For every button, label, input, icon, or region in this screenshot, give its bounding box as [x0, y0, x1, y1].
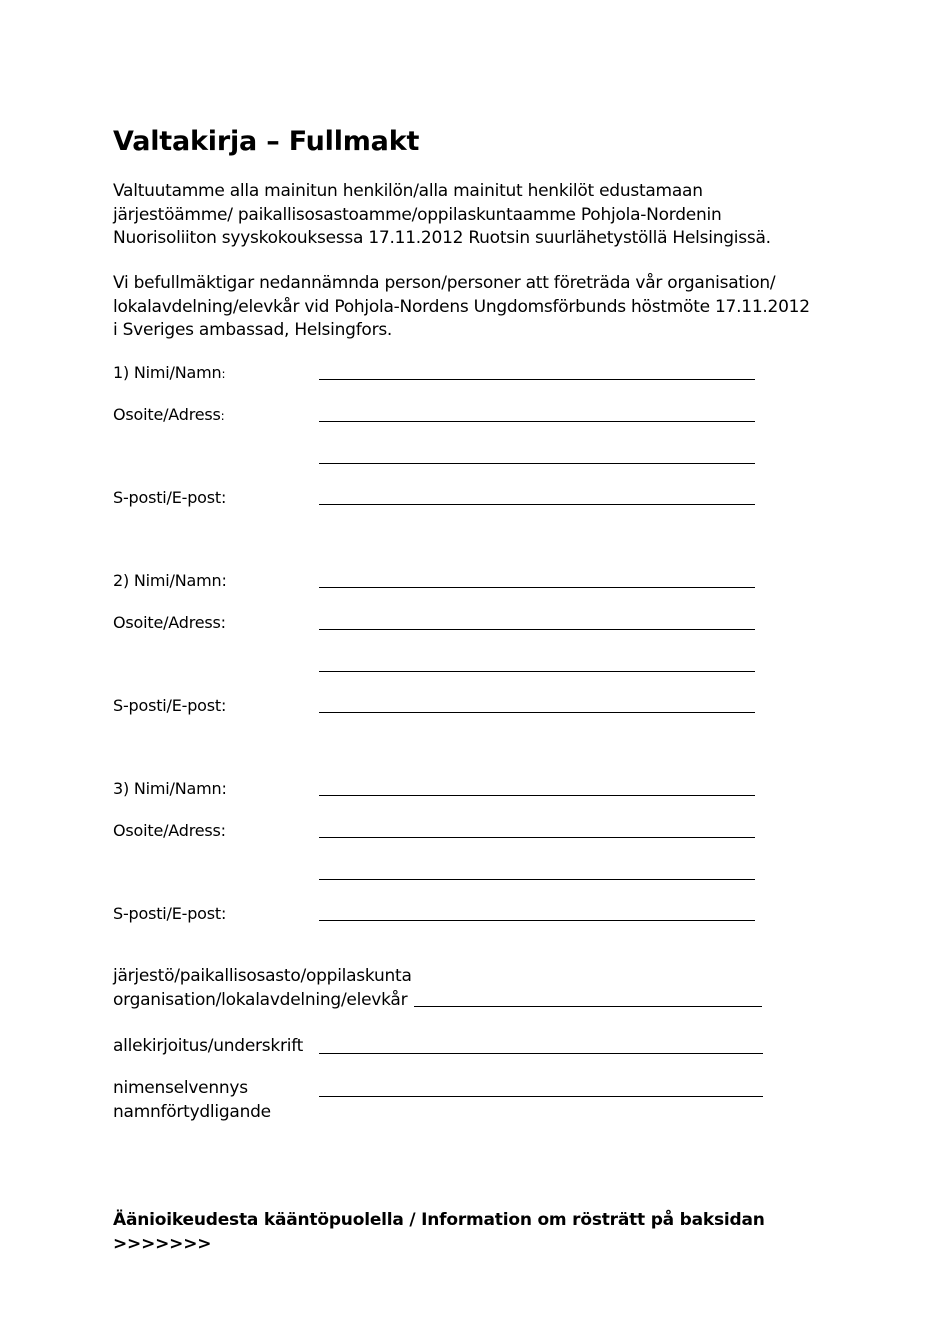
- delegate-2-name-field[interactable]: [319, 587, 755, 588]
- name-label-text: 3) Nimi/Namn:: [113, 779, 227, 798]
- delegate-3-address-field-2[interactable]: [319, 879, 755, 880]
- address-label-text: Osoite/Adress: [113, 405, 221, 424]
- intro-swedish-line: i Sveriges ambassad, Helsingfors.: [113, 320, 393, 340]
- voting-rights-arrows: >>>>>>>: [113, 1233, 212, 1254]
- intro-swedish-line: lokalavdelning/elevkår vid Pohjola-Nordens Ungdomsförbunds höstmöte 17.11.2012: [113, 296, 810, 317]
- delegate-3-email-field[interactable]: [319, 920, 755, 921]
- organisation-label: [113, 965, 412, 1012]
- delegate-3-email-label: S-posti/E-post:: [113, 904, 227, 923]
- organisation-label-line: järjestö/paikallisosasto/oppilaskunta: [113, 966, 412, 986]
- intro-swedish-line: Vi befullmäktigar nedannämnda person/personer att företräda vår organisation/: [113, 273, 776, 293]
- delegate-2-email-label: S-posti/E-post:: [113, 696, 227, 715]
- intro-finnish-line: Valtuutamme alla mainitun henkilön/alla mainitut henkilöt edustamaan: [113, 181, 703, 201]
- intro-finnish-line: järjestöämme/ paikallisosastoamme/oppilaskuntaamme Pohjola-Nordenin: [113, 204, 722, 225]
- delegate-1-email-label: S-posti/E-post:: [113, 488, 227, 507]
- delegate-1-address-field[interactable]: [319, 421, 755, 422]
- delegate-2-name-label: [113, 570, 227, 593]
- address-label-text: Osoite/Adress:: [113, 613, 226, 632]
- delegate-1-email-field[interactable]: [319, 504, 755, 505]
- name-clarification-line: namnförtydligande: [113, 1101, 271, 1122]
- delegate-3-address-label: [113, 820, 226, 843]
- intro-finnish-line: Nuorisoliiton syyskokouksessa 17.11.2012 Ruotsin suurlähetystöllä Helsingissä.: [113, 228, 771, 248]
- name-label-colon: :: [221, 367, 226, 381]
- name-label-text: 1) Nimi/Namn: [113, 363, 222, 382]
- delegate-2-address-label: [113, 612, 226, 635]
- delegate-3-address-field[interactable]: [319, 837, 755, 838]
- intro-swedish: [113, 272, 853, 343]
- signature-field[interactable]: [319, 1053, 763, 1054]
- intro-finnish: [113, 180, 853, 251]
- address-label-text: Osoite/Adress:: [113, 821, 226, 840]
- delegate-1-name-label: [113, 362, 225, 385]
- delegate-3-name-field[interactable]: [319, 795, 755, 796]
- delegate-2-address-field-2[interactable]: [319, 671, 755, 672]
- delegate-2-address-field[interactable]: [319, 629, 755, 630]
- organisation-label-line: organisation/lokalavdelning/elevkår: [113, 989, 408, 1010]
- name-clarification-label: [113, 1077, 271, 1124]
- delegate-1-address-field-2[interactable]: [319, 463, 755, 464]
- voting-rights-note: [113, 1209, 765, 1256]
- delegate-2-email-field[interactable]: [319, 712, 755, 713]
- organisation-field[interactable]: [414, 1006, 762, 1007]
- delegate-1-address-label: [113, 404, 224, 427]
- signature-label: allekirjoitus/underskrift: [113, 1036, 304, 1056]
- name-clarification-line: nimenselvennys: [113, 1078, 248, 1098]
- address-label-colon: :: [220, 409, 225, 423]
- name-clarification-field[interactable]: [319, 1096, 763, 1097]
- voting-rights-note-line: Äänioikeudesta kääntöpuolella / Information om rösträtt på baksidan: [113, 1210, 765, 1230]
- delegate-3-name-label: [113, 778, 227, 801]
- page-title: Valtakirja – Fullmakt: [113, 126, 420, 157]
- delegate-1-name-field[interactable]: [319, 379, 755, 380]
- name-label-text: 2) Nimi/Namn:: [113, 571, 227, 590]
